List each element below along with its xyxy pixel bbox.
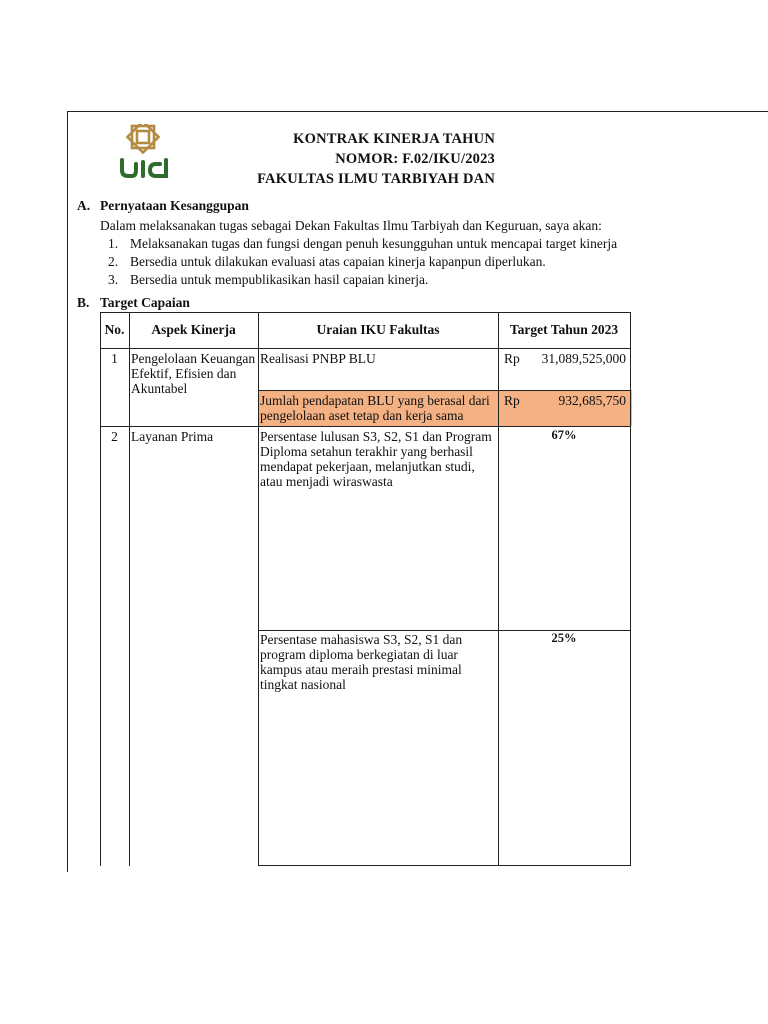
doc-number: NOMOR: F.02/IKU/2023 xyxy=(335,151,495,167)
row-1-target-1: 31,089,525,000 xyxy=(541,351,626,366)
row-1-uraian-1: Realisasi PNBP BLU xyxy=(260,351,376,366)
doc-title: KONTRAK KINERJA TAHUN xyxy=(293,131,495,147)
section-b-title: Target Capaian xyxy=(100,295,190,310)
section-a-heading xyxy=(77,198,249,214)
section-b-heading xyxy=(77,295,190,311)
section-a-letter: A. xyxy=(77,198,91,213)
list-item: 3. Bersedia untuk mempublikasikan hasil capaian kinerja. xyxy=(108,272,429,287)
section-a-title: Pernyataan Kesanggupan xyxy=(100,198,249,213)
row-1-uraian-2: Jumlah pendapatan BLU yang berasal dari pengelolaan aset tetap dan kerja sama xyxy=(260,393,490,423)
row-1-currency-2: Rp xyxy=(504,393,520,408)
list-item: 1. Melaksanakan tugas dan fungsi dengan penuh kesungguhan untuk mencapai target kinerja xyxy=(108,236,618,251)
row-1-currency-1: Rp xyxy=(504,351,520,366)
target-table xyxy=(100,312,632,866)
row-1-target-2: 932,685,750 xyxy=(558,393,626,408)
row-2-aspek: Layanan Prima xyxy=(131,429,214,444)
section-b-letter: B. xyxy=(77,295,90,310)
list-item: 2. Bersedia untuk dilakukan evaluasi atas capaian kinerja kapanpun diperlukan. xyxy=(108,254,546,269)
row-2-uraian-1: Persentase lulusan S3, S2, S1 dan Program Diploma setahun terakhir yang berhasil mendapat pekerjaan, melanjutkan studi, atau menjadi wiraswasta xyxy=(260,429,492,489)
header-uraian: Uraian IKU Fakultas xyxy=(316,322,440,337)
row-2-uraian-2: Persentase mahasiswa S3, S2, S1 dan program diploma berkegiatan di luar kampus atau meraih prestasi minimal tingkat nasional xyxy=(260,632,463,692)
row-2-target-1: 67% xyxy=(551,428,577,442)
header-aspek: Aspek Kinerja xyxy=(151,322,236,337)
row-1-aspek: Pengelolaan Keuangan Efektif, Efisien dan Akuntabel xyxy=(131,351,256,396)
row-1-no: 1 xyxy=(111,351,118,366)
header-target: Target Tahun 2023 xyxy=(509,322,619,337)
faculty-name: FAKULTAS ILMU TARBIYAH DAN xyxy=(257,171,495,187)
row-2-target-2: 25% xyxy=(551,631,577,645)
row-2-no: 2 xyxy=(111,429,118,444)
header-no: No. xyxy=(104,322,125,337)
section-a-intro: Dalam melaksanakan tugas sebagai Dekan Fakultas Ilmu Tarbiyah dan Keguruan, saya akan: xyxy=(100,218,602,233)
